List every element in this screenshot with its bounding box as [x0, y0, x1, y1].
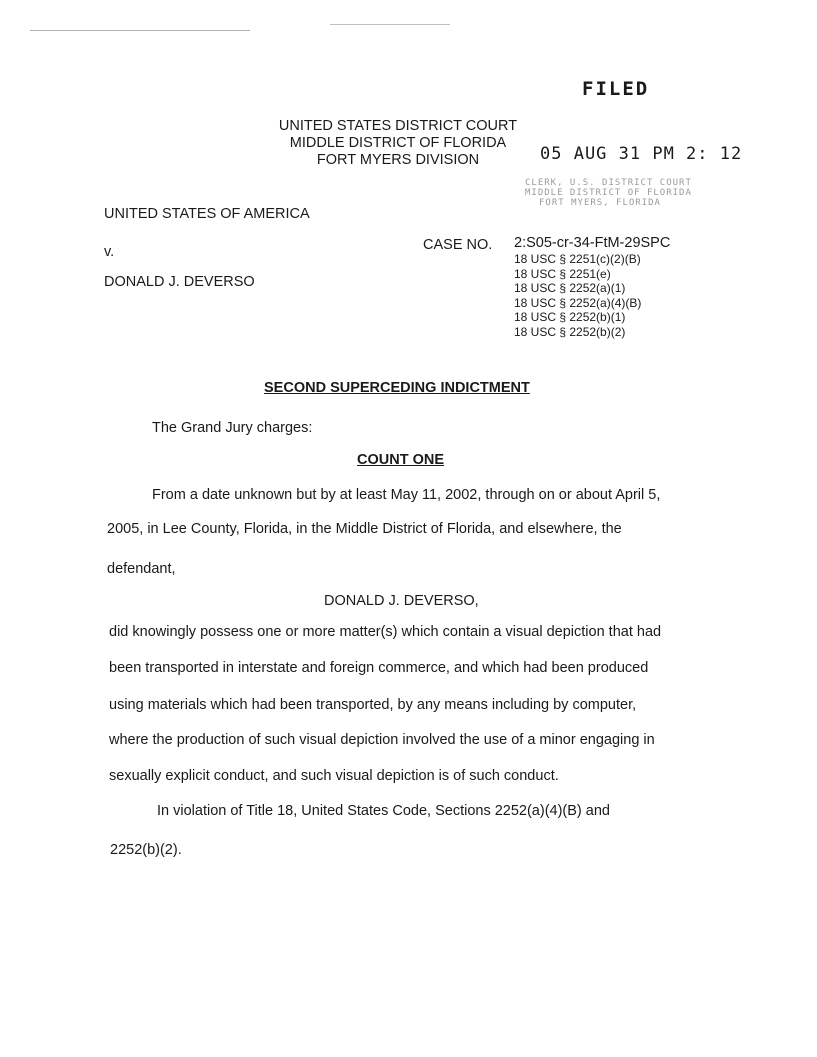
scan-artifact-line — [330, 24, 450, 25]
intro-line: The Grand Jury charges: — [152, 420, 313, 436]
filing-datetime-stamp: 05 AUG 31 PM 2: 12 — [540, 144, 743, 164]
statute-item: 18 USC § 2251(c)(2)(B) — [514, 252, 641, 266]
paragraph-line: From a date unknown but by at least May 11, 2002, through on or about April 5, — [152, 487, 661, 503]
court-district: MIDDLE DISTRICT OF FLORIDA — [289, 135, 507, 151]
paragraph-line: using materials which had been transported, by any means including by computer, — [109, 697, 637, 713]
defendant-name: DONALD J. DEVERSO — [104, 274, 255, 290]
court-division: FORT MYERS DIVISION — [316, 152, 480, 168]
filed-stamp: FILED — [582, 78, 650, 100]
paragraph-line: defendant, — [107, 561, 176, 577]
statute-item: 18 USC § 2252(b)(2) — [514, 324, 626, 339]
case-number: 2:S05-cr-34-FtM-29SPC — [514, 235, 671, 251]
clerk-stamp — [525, 178, 692, 208]
paragraph-line: 2005, in Lee County, Florida, in the Middle District of Florida, and elsewhere, the — [107, 521, 622, 537]
plaintiff-name: UNITED STATES OF AMERICA — [104, 206, 310, 222]
court-name: UNITED STATES DISTRICT COURT — [278, 118, 518, 134]
paragraph-line: sexually explicit conduct, and such visual depiction is of such conduct. — [109, 768, 559, 784]
statute-item: 18 USC § 2252(a)(4)(B) — [514, 295, 642, 310]
statute-list — [514, 252, 641, 339]
paragraph-line: where the production of such visual depiction involved the use of a minor engaging in — [109, 732, 655, 748]
count-heading: COUNT ONE — [357, 452, 444, 468]
versus-label: v. — [104, 244, 115, 260]
statute-item: 18 USC § 2252(b)(1) — [514, 310, 626, 324]
paragraph-line: been transported in interstate and foreign commerce, and which had been produced — [109, 660, 649, 676]
scan-artifact-line — [30, 30, 250, 31]
case-number-label: CASE NO. — [423, 237, 493, 253]
statute-item: 18 USC § 2252(a)(1) — [514, 281, 626, 295]
statute-item: 18 USC § 2251(e) — [514, 266, 611, 281]
clerk-stamp-line: CLERK, U.S. DISTRICT COURT — [525, 178, 692, 188]
violation-line: In violation of Title 18, United States Code, Sections 2252(a)(4)(B) and — [157, 803, 610, 819]
clerk-stamp-line: MIDDLE DISTRICT OF FLORIDA — [525, 188, 692, 198]
paragraph-line: did knowingly possess one or more matter(s) which contain a visual depiction that had — [109, 624, 662, 640]
document-title: SECOND SUPERCEDING INDICTMENT — [264, 380, 530, 396]
violation-line: 2252(b)(2). — [110, 842, 182, 858]
defendant-name-centered: DONALD J. DEVERSO, — [324, 593, 479, 609]
court-header — [262, 118, 534, 169]
clerk-stamp-line: FORT MYERS, FLORIDA — [539, 198, 661, 208]
